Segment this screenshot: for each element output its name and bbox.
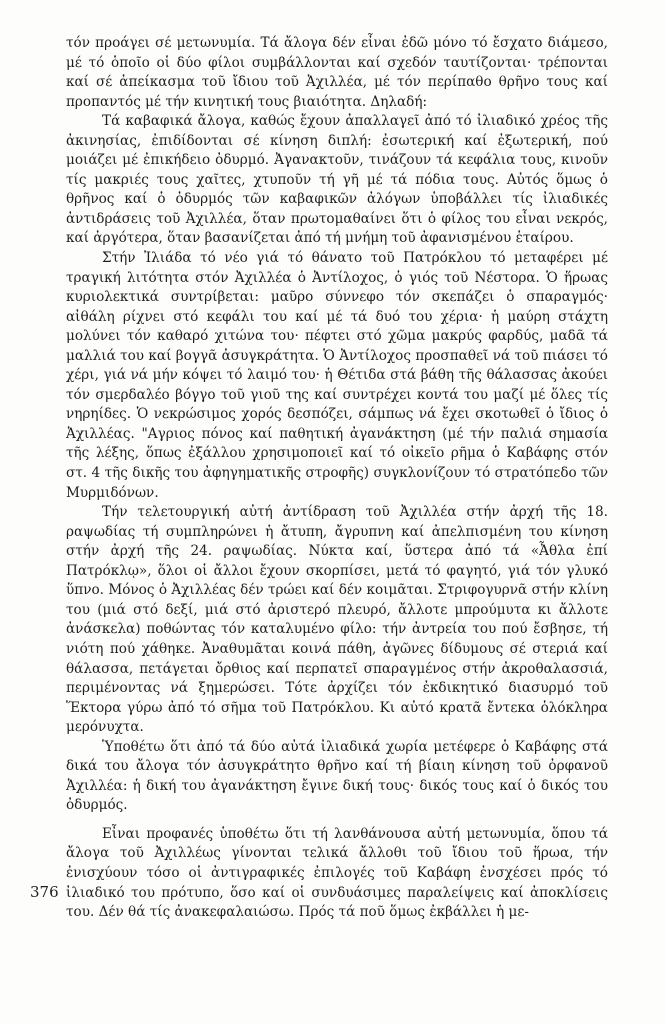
paragraph-2: Τά καβαφικά ἄλογα, καθώς ἔχουν ἀπαλλαγεῖ ἀπό τό ἰλιαδικό χρέος τῆς ἀκινησίας, ἐπιδίδονται σέ κίνηση διπλή: ἐσωτερική καί ἐξωτερική, πού μοιάζει μέ ἐπικήδειο ὀδυρμό. Ἀγανακτοῦν, τινάζουν τά κεφάλια τους, κινοῦν τίς μακριές τους χαῖτες, χτυποῦν τή γῆ μέ τά πόδια τους. Αὐτός ὅμως ὁ θρῆνος καί ὁ ὀδυρμός τῶν καβαφικῶν ἀλόγων ὑποβάλλει τίς ἰλιαδικές ἀντιδράσεις τοῦ Ἀχιλλέα, ὅταν πρωτομαθαίνει ὅτι ὁ φίλος του εἶναι νεκρός, καί ἀργότερα, ὅταν βασανίζεται ἀπό τή μνήμη τοῦ ἀφανισμένου ἑταίρου. — [66, 113, 608, 247]
paragraph-5: Ὑποθέτω ὅτι ἀπό τά δύο αὐτά ἰλιαδικά χωρία μετέφερε ὁ Καβάφης στά δικά του ἄλογα τόν ἀσυγκράτητο θρῆνο καί τή βίαιη κίνηση τοῦ ὀρφανοῦ Ἀχιλλέα: ἡ δική του ἀγανάκτηση ἔγινε δική τους· δικός τους καί ὁ δικός του ὀδυρμός. — [66, 738, 608, 814]
paragraph-1: τόν προάγει σέ μετωνυμία. Τά ἄλογα δέν εἶναι ἐδῶ μόνο τό ἔσχατο διάμεσο, μέ τό ὁποῖο οἱ δύο φίλοι συμβάλλονται καί σχεδόν ταυτίζονται· τρέπονται καί σέ ἀπείκασμα τοῦ ἴδιου τοῦ Ἀχιλλέα, μέ τόν περίπαθο θρῆνο τους καί προπαντός μέ τήν κινητική τους βιαιότητα. Δηλαδή: — [66, 35, 608, 110]
paragraph-4: Τήν τελετουργική αὐτή ἀντίδραση τοῦ Ἀχιλλέα στήν ἀρχή τῆς 18. ραψωδίας τή συμπληρώνει ἡ ἄτυπη, ἄγρυπνη καί ἀπελπισμένη του κίνηση στήν ἀρχή τῆς 24. ραψωδίας. Νύκτα καί, ὕστερα ἀπό τά «Ἆθλα ἐπί Πατρόκλῳ», ὅλοι οἱ ἄλλοι ἔχουν σκορπίσει, μετά τό φαγητό, γιά τόν γλυκό ὕπνο. Μόνος ὁ Ἀχιλλέας δέν τρώει καί δέν κοιμᾶται. Στριφογυρνᾶ στήν κλίνη του (μιά στό δεξί, μιά στό ἀριστερό πλευρό, ἄλλοτε μπρούμυτα κι ἄλλοτε ἀνάσκελα) ποθώντας τόν καταλυμένο φίλο: τήν ἀντρεία του πού ἔσβησε, τή νιότη πού χάθηκε. Ἀναθυμᾶται κοινά πάθη, ἀγῶνες δίδυμους σέ στεριά καί θάλασσα, πετάγεται ὄρθιος καί περπατεῖ σπαραγμένος στήν ἀκροθαλασσιά, περιμένοντας νά ξημερώσει. Τότε ἀρχίζει τόν ἐκδικητικό διασυρμό τοῦ Ἕκτορα γύρω ἀπό τό σῆμα τοῦ Πατρόκλου. Κι αὐτό κρατᾶ ἔντεκα ὁλόκληρα μερόνυχτα. — [66, 504, 608, 736]
paragraph-6: Εἶναι προφανές ὑποθέτω ὅτι τή λανθάνουσα αὐτή μετωνυμία, ὅπου τά ἄλογα τοῦ Ἀχιλλέως γίνονται τελικά ἄλλοθι τοῦ ἴδιου τοῦ ἥρωα, τήν ἐνισχύουν τόσο οἱ ἀντιγραφικές ἐπιλογές τοῦ Καβάφη ἐνσχέσει πρός τό ἰλιαδικό του πρότυπο, ὅσο καί οἱ συνδυάσιμες παραλείψεις καί ἀποκλίσεις του. Δέν θά τίς ἀνακεφαλαιώσω. Πρός τά ποῦ ὅμως ἐκβάλλει ἡ με- — [66, 825, 608, 921]
page-number: 376 — [30, 883, 59, 901]
body-text — [66, 34, 608, 923]
paragraph-3: Στήν Ἰλιάδα τό νέο γιά τό θάνατο τοῦ Πατρόκλου τό μεταφέρει μέ τραγική λιτότητα στόν Ἀχιλλέα ὁ Ἀντίλοχος, ὁ γιός τοῦ Νέστορα. Ὁ ἥρωας κυριολεκτικά συντρίβεται: μαῦρο σύννεφο τόν σκεπάζει ὁ σπαραγμός· αἰθάλη ρίχνει στό κεφάλι του καί μέ τά δυό του χέρια· ἡ μαύρη στάχτη μολύνει τόν καθαρό χιτώνα του· πέφτει στό χῶμα μακρύς φαρδύς, μαδᾶ τά μαλλιά του καί βογγᾶ ἀσυγκράτητα. Ὁ Ἀντίλοχος προσπαθεῖ νά τοῦ πιάσει τό χέρι, γιά νά μήν κόψει τό λαιμό του· ἡ Θέτιδα στά βάθη τῆς θάλασσας ἀκούει τόν σμερδαλέο βόγγο τοῦ γιοῦ της καί συντρέχει κοντά του μαζί μέ ὅλες τίς νηρηίδες. Ὁ νεκρώσιμος χορός δεσπόζει, σάμπως νά ἔχει σκοτωθεῖ ὁ ἴδιος ὁ Ἀχιλλέας. "Αγριος πόνος καί παθητική ἀγανάκτηση (μέ τήν παλιά σημασία τῆς λέξης, ὅπως ἐξάλλου χρησιμοποιεῖ καί τό οἰκεῖο ρῆμα ὁ Καβάφης στόν στ. 4 τῆς δικῆς του ἀφηγηματικῆς στροφῆς) συγκλονίζουν τό στρατόπεδο τῶν Μυρμιδόνων. — [66, 250, 608, 501]
